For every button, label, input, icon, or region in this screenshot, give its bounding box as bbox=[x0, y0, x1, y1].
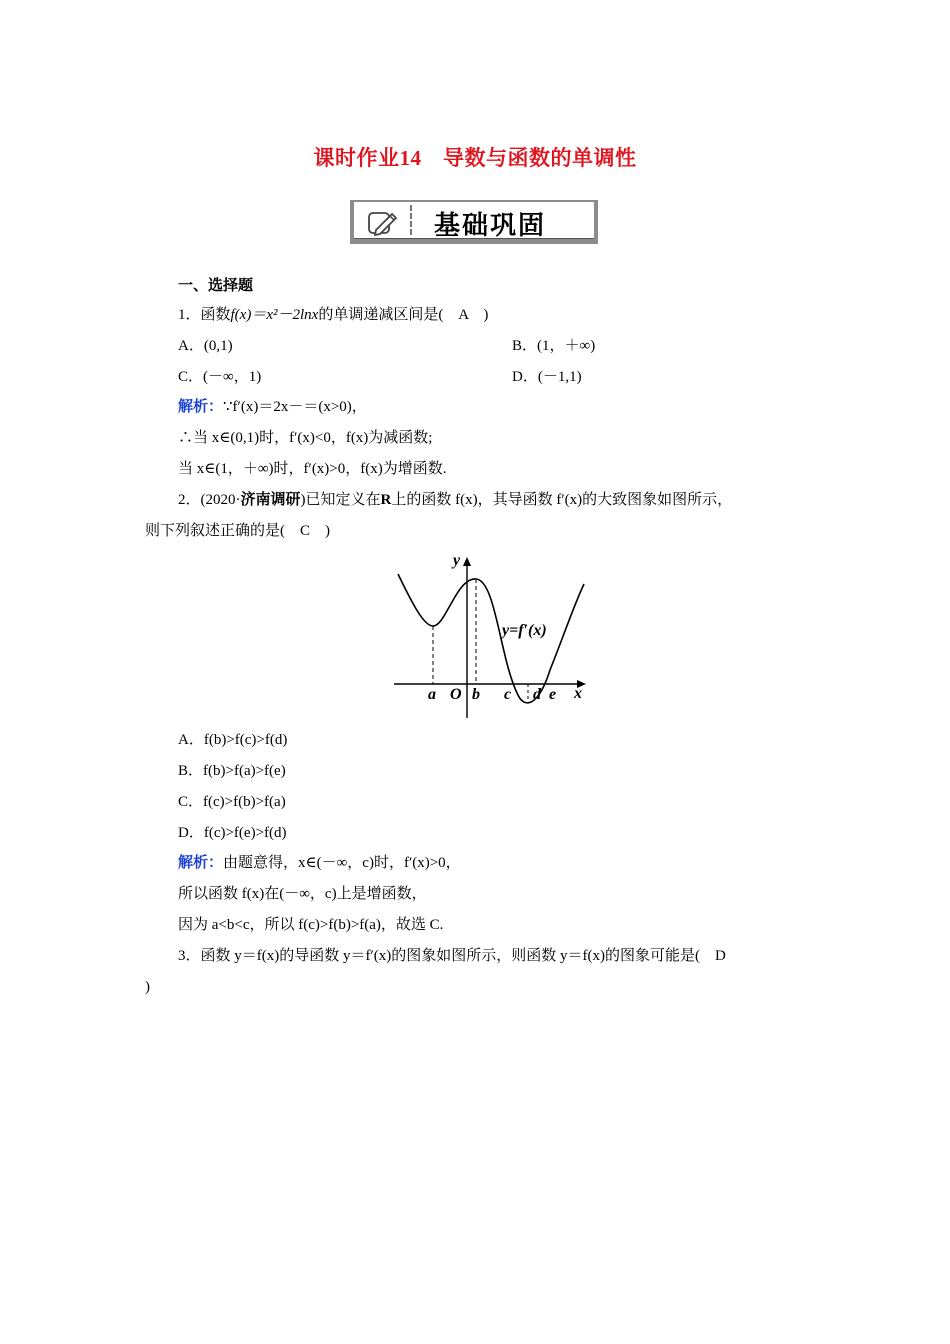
q1-option-d: D．(－1,1) bbox=[512, 369, 582, 385]
point-b-label: b bbox=[472, 686, 480, 703]
section-heading: 一、选择题 bbox=[178, 278, 254, 294]
q2-analysis-3: 因为 a<b<c，所以 f(c)>f(b)>f(a)，故选 C. bbox=[178, 917, 444, 933]
q2-option-a: A．f(b)>f(c)>f(d) bbox=[178, 732, 288, 748]
section-banner bbox=[350, 200, 598, 244]
page-title: 课时作业14 导数与函数的单调性 bbox=[313, 146, 637, 170]
q2-analysis-1: 解析：由题意得，x∈(－∞，c)时，f′(x)>0， bbox=[178, 855, 461, 871]
q1-analysis-2: ∴当 x∈(0,1)时，f′(x)<0，f(x)为减函数; bbox=[178, 430, 433, 446]
q1-option-a: A．(0,1) bbox=[178, 338, 233, 354]
y-axis-label: y bbox=[453, 552, 461, 569]
q3-stem-line2: ) bbox=[145, 979, 150, 995]
q1-analysis-3: 当 x∈(1，＋∞)时，f′(x)>0，f(x)为增函数. bbox=[178, 461, 447, 477]
q2-option-d: D．f(c)>f(e)>f(d) bbox=[178, 825, 287, 841]
point-c-label: c bbox=[504, 686, 512, 703]
q1-stem: 1．函数f(x)＝x²－2lnx的单调递减区间是( A ) bbox=[178, 307, 489, 323]
q1-option-b: B．(1，＋∞) bbox=[512, 338, 596, 354]
q2-analysis-2: 所以函数 f(x)在(－∞，c)上是增函数， bbox=[178, 886, 427, 902]
point-a-label: a bbox=[428, 686, 436, 703]
curve-label: y=f′(x) bbox=[502, 622, 547, 639]
banner-divider bbox=[410, 205, 412, 235]
q1-analysis-1: 解析：∵f′(x)＝2x－＝(x>0)， bbox=[178, 399, 367, 415]
y-axis-arrow bbox=[463, 557, 471, 566]
q1-option-c: C．(－∞，1) bbox=[178, 369, 262, 385]
point-e-label: e bbox=[549, 686, 557, 703]
origin-label: O bbox=[450, 686, 462, 703]
x-axis-label: x bbox=[574, 685, 582, 702]
q2-option-b: B．f(b)>f(a)>f(e) bbox=[178, 763, 286, 779]
q2-option-c: C．f(c)>f(b)>f(a) bbox=[178, 794, 286, 810]
derivative-graph bbox=[388, 550, 596, 720]
point-d-label: d bbox=[533, 686, 541, 703]
pencil-icon bbox=[368, 210, 398, 236]
q3-stem: 3．函数 y＝f(x)的导函数 y＝f′(x)的图象如图所示，则函数 y＝f(x)的图象可能是( D bbox=[178, 948, 726, 964]
banner-text: 基础巩固 bbox=[434, 211, 547, 241]
q2-stem: 2．(2020·济南调研)已知定义在R上的函数 f(x)，其导函数 f′(x)的大致图象如图所示， bbox=[178, 492, 733, 508]
q2-stem-line2: 则下列叙述正确的是( C ) bbox=[145, 523, 330, 539]
